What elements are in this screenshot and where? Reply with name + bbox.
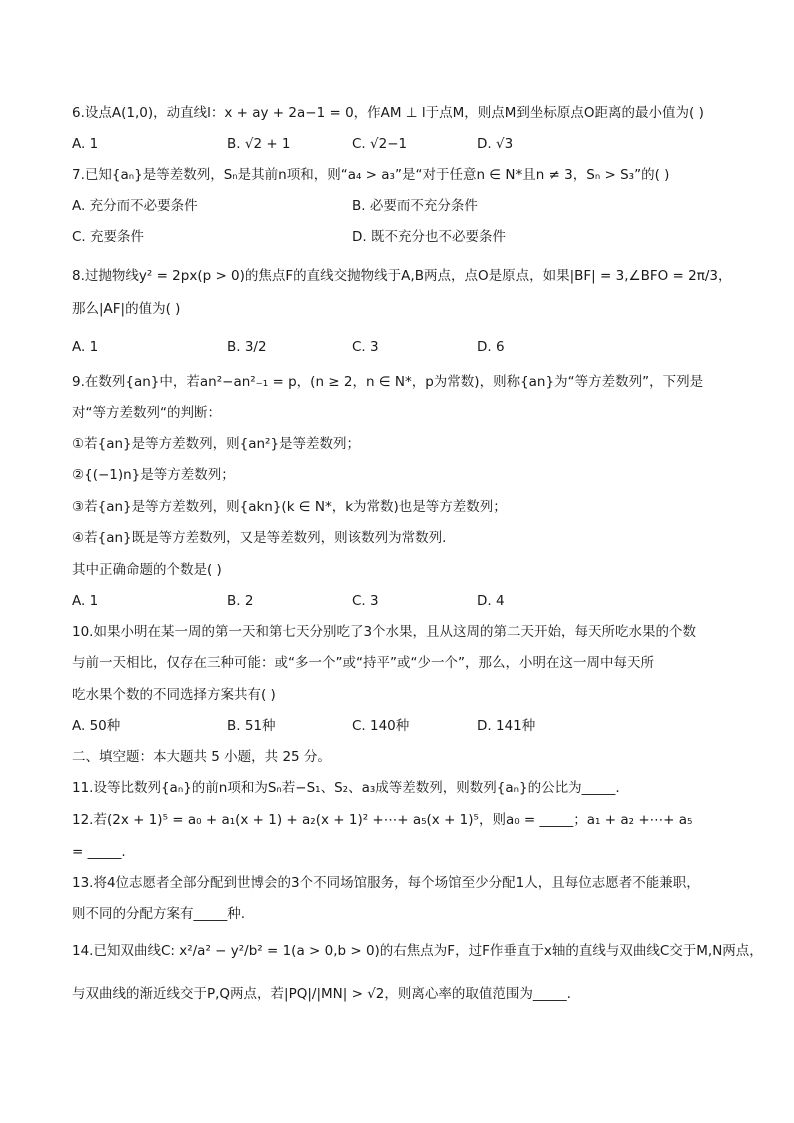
- section-heading: 二、填空题：本大题共 5 小题，共 25 分。: [72, 749, 331, 765]
- q10-option-b[interactable]: B. 51种: [227, 718, 276, 734]
- q9-item-1: ①若{an}是等方差数列，则{an²}是等差数列；: [72, 436, 361, 452]
- q14-stem-line1: 14.已知双曲线C: x²/a² − y²/b² = 1(a > 0,b > 0)的右焦点为F，过F作垂直于x轴的直线与双曲线C交于M,N两点，: [72, 943, 763, 959]
- q13-stem-line1: 13.将4位志愿者全部分配到世博会的3个不同场馆服务，每个场馆至少分配1人，且每位志愿者不能兼职，: [72, 875, 700, 891]
- q11-stem: 11.设等比数列{aₙ}的前n项和为Sₙ若−S₁、S₂、a₃成等差数列，则数列{aₙ}的公比为_____.: [72, 780, 620, 796]
- q8-options: [72, 337, 732, 357]
- q9-stem-line2: 对“等方差数列“的判断：: [72, 405, 221, 421]
- q9-stem-line1: 9.在数列{an}中，若an²−an²₋₁ = p，(n ≥ 2，n ∈ N*，p为常数)，则称{an}为“等方差数列”，下列是: [72, 374, 704, 390]
- q10-option-d[interactable]: D. 141种: [477, 718, 536, 734]
- q7-options-row1: [72, 196, 732, 216]
- q9-item-3: ③若{an}是等方差数列，则{akn}(k ∈ N*，k为常数)也是等方差数列；: [72, 499, 507, 515]
- q6-options: [72, 134, 732, 154]
- q7-option-d[interactable]: D. 既不充分也不必要条件: [352, 229, 506, 245]
- q6-option-c[interactable]: C. √2−1: [352, 136, 408, 152]
- q8-stem-line2: 那么|AF|的值为( ): [72, 301, 181, 317]
- q8-option-a[interactable]: A. 1: [72, 339, 99, 355]
- q6-option-d[interactable]: D. √3: [477, 136, 514, 152]
- q6-option-b[interactable]: B. √2 + 1: [227, 136, 291, 152]
- q10-stem-line2: 与前一天相比，仅存在三种可能：或“多一个”或“持平”或“少一个”，那么，小明在这一周中每天所: [72, 655, 654, 671]
- q9-option-a[interactable]: A. 1: [72, 593, 99, 609]
- q9-option-b[interactable]: B. 2: [227, 593, 254, 609]
- q10-options: [72, 716, 732, 736]
- q13-stem-line2: 则不同的分配方案有_____种.: [72, 906, 246, 922]
- q10-option-c[interactable]: C. 140种: [352, 718, 410, 734]
- q9-options: [72, 591, 732, 611]
- q7-option-a[interactable]: A. 充分而不必要条件: [72, 198, 198, 214]
- q8-option-c[interactable]: C. 3: [352, 339, 379, 355]
- q10-stem-line3: 吃水果个数的不同选择方案共有( ): [72, 687, 276, 703]
- q9-question: 其中正确命题的个数是( ): [72, 562, 222, 578]
- q8-stem-line1: 8.过抛物线y² = 2px(p > 0)的焦点F的直线交抛物线于A,B两点，点O是原点，如果|BF| = 3,∠BFO = 2π/3，: [72, 268, 732, 284]
- q7-options-row2: [72, 227, 732, 247]
- q7-option-b[interactable]: B. 必要而不充分条件: [352, 198, 478, 214]
- q6-option-a[interactable]: A. 1: [72, 136, 99, 152]
- q10-option-a[interactable]: A. 50种: [72, 718, 121, 734]
- q7-stem: 7.已知{aₙ}是等差数列，Sₙ是其前n项和，则“a₄ > a₃”是“对于任意n ∈ N*且n ≠ 3，Sₙ > S₃”的( ): [72, 167, 670, 183]
- q8-option-b[interactable]: B. 3/2: [227, 339, 267, 355]
- q10-stem-line1: 10.如果小明在某一周的第一天和第七天分别吃了3个水果，且从这周的第二天开始，每天所吃水果的个数: [72, 624, 697, 640]
- q8-option-d[interactable]: D. 6: [477, 339, 505, 355]
- q12-stem-line1: 12.若(2x + 1)⁵ = a₀ + a₁(x + 1) + a₂(x + 1)² +⋯+ a₅(x + 1)⁵，则a₀ = _____；a₁ + a₂ +⋯+ a₅: [72, 812, 693, 828]
- q12-stem-line2: = _____.: [72, 844, 126, 860]
- q7-option-c[interactable]: C. 充要条件: [72, 229, 145, 245]
- q14-stem-line2: 与双曲线的渐近线交于P,Q两点，若|PQ|/|MN| > √2，则离心率的取值范围为_____.: [72, 986, 571, 1002]
- q6-stem: 6.设点A(1,0)，动直线l：x + ay + 2a−1 = 0，作AM ⊥ l于点M，则点M到坐标原点O距离的最小值为( ): [72, 105, 704, 121]
- q9-option-d[interactable]: D. 4: [477, 593, 505, 609]
- q9-item-2: ②{(−1)n}是等方差数列；: [72, 467, 235, 483]
- q9-option-c[interactable]: C. 3: [352, 593, 379, 609]
- q9-item-4: ④若{an}既是等方差数列，又是等差数列，则该数列为常数列.: [72, 530, 447, 546]
